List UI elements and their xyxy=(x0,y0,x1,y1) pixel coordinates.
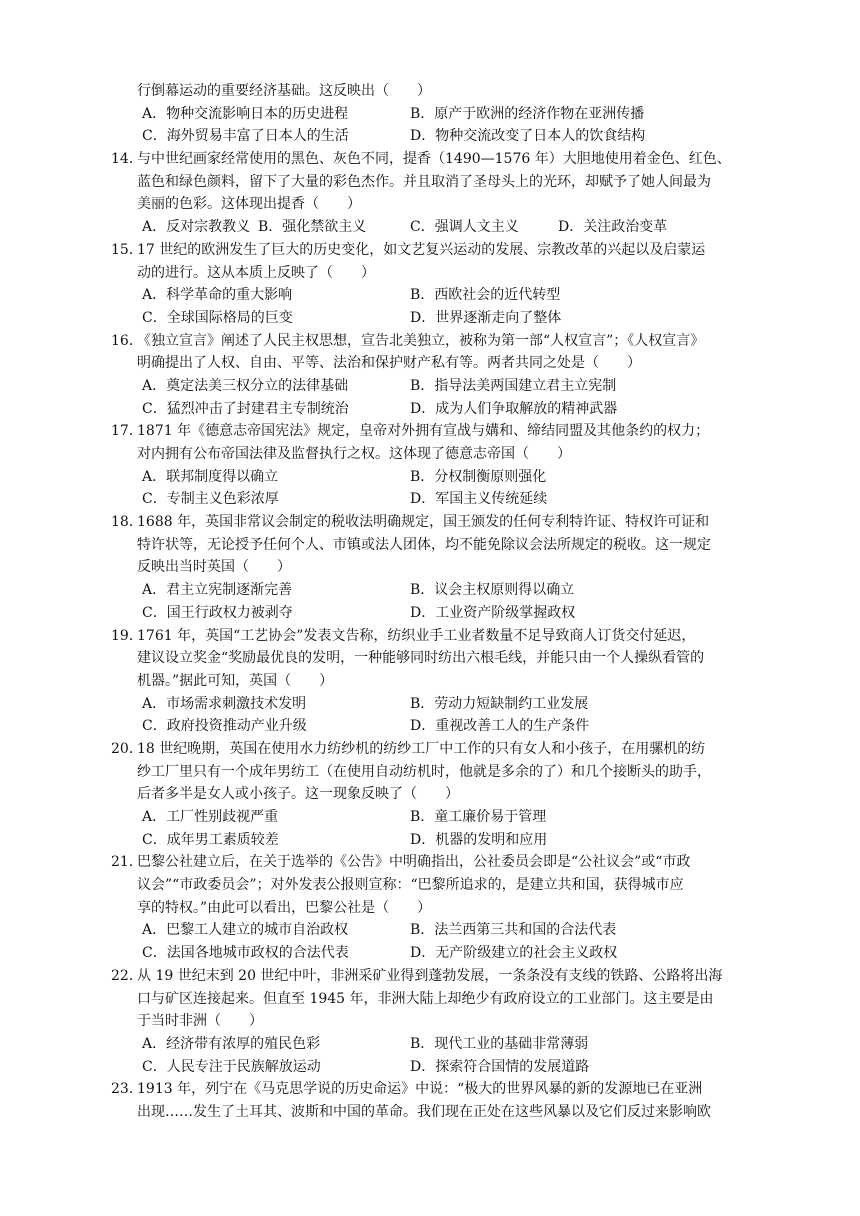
question-stem-line: 特许状等，无论授予任何个人、市镇或法人团体，均不能免除议会法所规定的税收。这一规定 xyxy=(137,536,711,553)
option-row xyxy=(0,103,860,126)
option-d: D．无产阶级建立的社会主义政权 xyxy=(410,945,618,962)
option-c: C．政府投资推动产业升级 xyxy=(142,718,307,735)
question-stem-line: 机器。”据此可知，英国（ ） xyxy=(137,672,334,689)
option-d: D．工业资产阶级掌握政权 xyxy=(410,604,576,621)
question-stem-line: 14． 与中世纪画家经常使用的黑色、灰色不同，提香（1490—1576 年）大胆地使用着金色、红色、 xyxy=(0,148,860,171)
question-number: 17． xyxy=(111,423,143,440)
question-17 xyxy=(0,420,860,511)
option-row xyxy=(0,284,860,307)
question-23 xyxy=(0,1078,860,1123)
question-stem-line: 22． 从 19 世纪末到 20 世纪中叶，非洲采矿业得到蓬勃发展，一条条没有支线的铁路、公路将出海 xyxy=(0,965,860,988)
question-stem-line: 建议设立奖金“奖励最优良的发明，一种能够同时纺出六根毛线，并能只由一个人操纵看管的 xyxy=(137,650,705,667)
option-b: B．强化禁欲主义 xyxy=(258,219,367,236)
question-stem-line: 后者多半是女人或小孩子。这一现象反映了（ ） xyxy=(137,786,459,803)
question-stem-line: 23． 1913 年，列宁在《马克思学说的历史命运》中说：“极大的世界风暴的新的发源地已在亚洲 xyxy=(0,1078,860,1101)
option-c: C．海外贸易丰富了日本人的生活 xyxy=(142,128,349,145)
option-a: A．经济带有浓厚的殖民色彩 xyxy=(142,1035,321,1052)
option-b: B．法兰西第三共和国的合法代表 xyxy=(410,922,617,939)
question-18 xyxy=(0,511,860,624)
option-row xyxy=(0,398,860,421)
option-b: B．劳动力短缺制约工业发展 xyxy=(410,695,589,712)
option-c: C．人民专注于民族解放运动 xyxy=(142,1058,321,1075)
option-d: D．物种交流改变了日本人的饮食结构 xyxy=(410,128,646,145)
option-c: C．全球国际格局的巨变 xyxy=(142,309,293,326)
option-row xyxy=(0,602,860,625)
option-b: B．分权制衡原则强化 xyxy=(410,468,547,485)
option-a: A．联邦制度得以确立 xyxy=(142,468,279,485)
option-c: C．猛烈冲击了封建君主专制统治 xyxy=(142,400,349,417)
question-stem-line: 16． 《独立宣言》阐述了人民主权思想，宣告北美独立，被称为第一部“人权宣言”；《人权宣言》 xyxy=(0,330,860,353)
option-b: B．童工廉价易于管理 xyxy=(410,809,547,825)
option-a: A．反对宗教教义 xyxy=(142,219,251,236)
option-b: B．原产于欧洲的经济作物在亚洲传播 xyxy=(410,105,645,122)
option-row xyxy=(0,942,860,965)
question-stem-line: 动的进行。这从本质上反映了（ ） xyxy=(137,264,375,281)
option-d: D．重视改善工人的生产条件 xyxy=(410,718,590,735)
option-row xyxy=(0,693,860,716)
option-row xyxy=(0,806,860,829)
question-19 xyxy=(0,625,860,738)
question-number: 20． xyxy=(111,740,143,757)
question-stem-line: 行倒幕运动的重要经济基础。这反映出（ ） xyxy=(137,83,431,99)
option-row xyxy=(0,216,860,239)
question-number: 14． xyxy=(111,151,143,168)
option-row xyxy=(0,919,860,942)
option-b: B．指导法美两国建立君主立宪制 xyxy=(410,377,617,394)
option-c: C．成年男工素质较差 xyxy=(142,831,279,848)
option-a: A．物种交流影响日本的历史进程 xyxy=(142,105,349,122)
option-a: A．奠定法美三权分立的法律基础 xyxy=(142,377,349,394)
option-c: C．专制主义色彩浓厚 xyxy=(142,491,279,508)
option-a: A．科学革命的重大影响 xyxy=(142,287,293,304)
question-14 xyxy=(0,148,860,239)
option-d: D．军国主义传统延续 xyxy=(410,491,548,508)
option-a: A．工厂性别歧视严重 xyxy=(142,809,279,825)
option-d: D．机器的发明和应用 xyxy=(410,831,548,848)
question-stem-line: 口与矿区连接起来。但直至 1945 年，非洲大陆上却绝少有政府设立的工业部门。这主要是由 xyxy=(137,990,714,1007)
question-stem-line: 纱工厂里只有一个成年男纺工（在使用自动纺机时，他就是多余的了）和几个接断头的助手， xyxy=(137,763,711,780)
option-d: D．关注政治变革 xyxy=(558,219,668,236)
question-number: 19． xyxy=(111,627,143,644)
question-21 xyxy=(0,851,860,964)
option-row xyxy=(0,125,860,148)
question-number: 15． xyxy=(111,241,143,258)
question-stem-line: 美丽的色彩。这体现出提香（ ） xyxy=(137,196,361,213)
option-row xyxy=(0,307,860,330)
option-b: B．议会主权原则得以确立 xyxy=(410,582,575,599)
question-number: 21． xyxy=(111,854,143,871)
option-row xyxy=(0,715,860,738)
option-row xyxy=(0,829,860,852)
question-stem-line: 享的特权。”由此可以看出，巴黎公社是（ ） xyxy=(137,899,432,916)
question-continuation xyxy=(0,80,860,148)
question-number: 22． xyxy=(111,967,143,984)
question-stem-line: 18． 1688 年，英国非常议会制定的税收法明确规定，国王颁发的任何专利特许证、特权许可证和 xyxy=(0,511,860,534)
option-b: B．现代工业的基础非常薄弱 xyxy=(410,1035,589,1052)
question-number: 18． xyxy=(111,514,143,531)
question-number: 23． xyxy=(111,1081,143,1098)
option-d: D．成为人们争取解放的精神武器 xyxy=(410,400,618,417)
option-a: A．市场需求刺激技术发明 xyxy=(142,695,307,712)
question-number: 16． xyxy=(111,332,143,349)
option-d: D．世界逐渐走向了整体 xyxy=(410,309,562,326)
question-stem-line: 20． 18 世纪晚期，英国在使用水力纺纱机的纺纱工厂中工作的只有女人和小孩子，在用骡机的纺 xyxy=(0,738,860,761)
question-15 xyxy=(0,239,860,330)
question-16 xyxy=(0,330,860,421)
question-stem-line: 19． 1761 年，英国“工艺协会”发表文告称，纺织业手工业者数量不足导致商人订货交付延迟， xyxy=(0,625,860,648)
question-stem-line: 议会”“市政委员会”；对外发表公报则宣称：“巴黎所追求的，是建立共和国，获得城市应 xyxy=(137,877,684,894)
option-c: C．法国各地城市政权的合法代表 xyxy=(142,945,349,962)
question-22 xyxy=(0,965,860,1078)
option-b: B．西欧社会的近代转型 xyxy=(410,287,561,304)
question-stem-line: 17． 1871 年《德意志帝国宪法》规定，皇帝对外拥有宣战与媾和、缔结同盟及其他条约的权力； xyxy=(0,420,860,443)
question-stem-line: 反映出当时英国（ ） xyxy=(137,559,291,576)
option-row xyxy=(0,1056,860,1079)
question-stem-line: 明确提出了人权、自由、平等、法治和保护财产私有等。两者共同之处是（ ） xyxy=(137,355,641,372)
option-c: C．国王行政权力被剥夺 xyxy=(142,604,293,621)
option-a: A．君主立宪制逐渐完善 xyxy=(142,582,293,599)
question-stem-line: 蓝色和绿色颜料，留下了大量的彩色杰作。并且取消了圣母头上的光环，却赋予了她人间最为 xyxy=(137,173,711,190)
question-stem-line: 15． 17 世纪的欧洲发生了巨大的历史变化，如文艺复兴运动的发展、宗教改革的兴起以及启蒙运 xyxy=(0,239,860,262)
option-row xyxy=(0,1033,860,1056)
question-stem-line: 对内拥有公布帝国法律及监督执行之权。这体现了德意志帝国（ ） xyxy=(137,446,571,462)
option-row xyxy=(0,466,860,489)
question-stem-line: 出现……发生了土耳其、波斯和中国的革命。我们现在正处在这些风暴以及它们反过来影响欧 xyxy=(137,1103,711,1120)
option-row xyxy=(0,375,860,398)
option-c: C．强调人文主义 xyxy=(410,219,519,236)
option-d: D．探索符合国情的发展道路 xyxy=(410,1058,590,1075)
option-row xyxy=(0,488,860,511)
option-row xyxy=(0,579,860,602)
exam-page xyxy=(0,80,860,1124)
question-stem-line: 21． 巴黎公社建立后，在关于选举的《公告》中明确指出，公社委员会即是“公社议会”或“市政 xyxy=(0,851,860,874)
option-a: A．巴黎工人建立的城市自治政权 xyxy=(142,922,349,939)
question-stem-line: 于当时非洲（ ） xyxy=(137,1013,263,1030)
question-20 xyxy=(0,738,860,851)
